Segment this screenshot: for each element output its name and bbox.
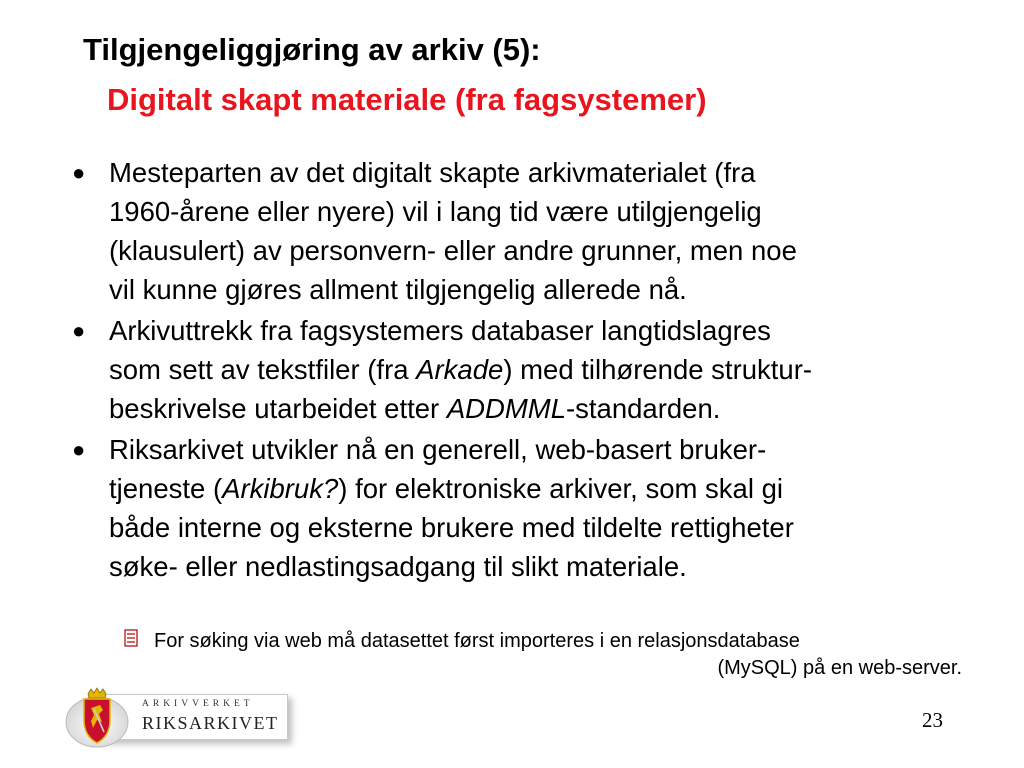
bullet-text-line: både interne og eksterne brukere med tildelte rettigheter <box>109 512 794 543</box>
bullet-icon: ● <box>72 318 86 343</box>
sub-bullet-text-line: For søking via web må datasettet først importeres i en relasjonsdatabase <box>154 630 800 652</box>
page-number: 23 <box>922 708 943 732</box>
text-span: beskrivelse utarbeidet etter <box>109 393 447 424</box>
bullet-text-line: 1960-årene eller nyere) vil i lang tid være utilgjengelig <box>109 196 762 227</box>
slide-subtitle: Digitalt skapt materiale (fra fagsystemer) <box>107 82 707 117</box>
logo-text-bottom: RIKSARKIVET <box>142 713 279 733</box>
italic-term-arkibruk: Arkibruk? <box>222 473 339 504</box>
bullet-icon: ● <box>72 160 86 185</box>
bullet-text-line: Mesteparten av det digitalt skapte arkivmaterialet (fra <box>109 157 756 188</box>
sub-bullet-text-line: (MySQL) på en web-server. <box>717 657 962 679</box>
bullet-text-line: Arkivuttrekk fra fagsystemers databaser langtidslagres <box>109 315 771 346</box>
sub-bullet <box>124 628 984 682</box>
italic-term-arkade: Arkade <box>416 354 504 385</box>
text-span: ) med tilhørende struktur- <box>503 354 813 385</box>
riksarkivet-logo <box>64 686 290 748</box>
bullet-text-line <box>109 469 992 508</box>
bullet-text-line <box>109 389 992 428</box>
slide-title: Tilgjengeliggjøring av arkiv (5): <box>83 32 541 67</box>
text-span: som sett av tekstfiler (fra <box>109 354 417 385</box>
bullet-text-line: (klausulert) av personvern- eller andre grunner, men noe <box>109 235 797 266</box>
bullet-icon: ● <box>72 437 86 462</box>
bullet-list <box>72 153 992 588</box>
italic-term-addmml: ADDMML <box>446 393 566 424</box>
bullet-item-3 <box>72 430 992 586</box>
bullet-item-2 <box>72 311 992 428</box>
document-list-icon <box>124 628 138 655</box>
text-span: ) for elektroniske arkiver, som skal gi <box>338 473 784 504</box>
bullet-text-line: vil kunne gjøres allment tilgjengelig allerede nå. <box>109 274 687 305</box>
bullet-text-line <box>109 350 992 389</box>
text-span: -standarden. <box>566 393 721 424</box>
bullet-item-1 <box>72 153 992 309</box>
coat-of-arms-icon <box>64 686 130 748</box>
logo-text-top: ARKIVVERKET <box>142 699 254 709</box>
text-span: tjeneste ( <box>109 473 223 504</box>
bullet-text-line: Riksarkivet utvikler nå en generell, web-basert bruker- <box>109 434 767 465</box>
bullet-text-line: søke- eller nedlastingsadgang til slikt materiale. <box>109 551 687 582</box>
